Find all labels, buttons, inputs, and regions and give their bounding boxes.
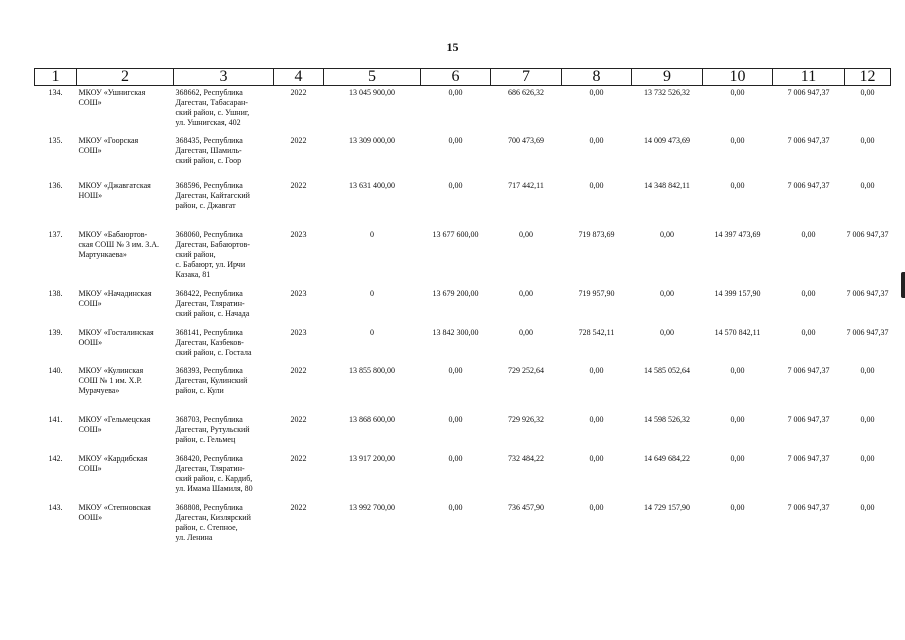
- amount-cell: 7 006 947,37: [787, 415, 830, 424]
- table-row: [35, 134, 891, 179]
- year-cell: 2022: [290, 181, 307, 190]
- column-header: 6: [421, 69, 491, 86]
- amount-cell: 0,00: [519, 328, 533, 337]
- amount-cell: 14 399 157,90: [714, 289, 761, 298]
- amount-cell: 13 868 600,00: [349, 415, 395, 424]
- school-name: МКОУ «Кардибская СОШ»: [78, 454, 148, 473]
- school-address: 368422, Республика Дагестан, Тляратин- ский район, с. Начада: [175, 289, 250, 318]
- school-address: 368703, Республика Дагестан, Рутульский район, с. Гельмец: [175, 415, 250, 444]
- amount-cell: 736 457,90: [508, 503, 544, 512]
- amount-cell: 13 677 600,00: [432, 230, 479, 239]
- column-header: 1: [35, 69, 77, 86]
- year-cell: 2023: [290, 289, 307, 298]
- row-number: 141.: [48, 415, 63, 424]
- row-number: 139.: [48, 328, 63, 337]
- school-address: 368420, Республика Дагестан, Тляратин- ский район, с. Кардиб, ул. Имама Шамиля, 80: [175, 454, 253, 493]
- row-number: 135.: [48, 136, 63, 145]
- school-address: 368435, Республика Дагестан, Шамиль- ский район, с. Гоор: [175, 136, 243, 165]
- amount-cell: 0,00: [589, 415, 604, 424]
- amount-cell: 0,00: [448, 136, 463, 145]
- amount-cell: 0,00: [860, 88, 875, 97]
- amount-cell: 700 473,69: [508, 136, 544, 145]
- school-name: МКОУ «Гельмецская СОШ»: [78, 415, 151, 434]
- amount-cell: 0,00: [730, 88, 745, 97]
- amount-cell: 0: [370, 230, 374, 239]
- school-address: 368662, Республика Дагестан, Табасаран- ский район, с. Ушниг, ул. Ушнигская, 402: [175, 88, 250, 127]
- page-number: 15: [446, 40, 459, 54]
- table-row: [35, 86, 891, 135]
- amount-cell: 729 252,64: [508, 366, 544, 375]
- amount-cell: 717 442,11: [508, 181, 544, 190]
- amount-cell: 0: [370, 289, 374, 298]
- row-number: 138.: [48, 289, 63, 298]
- amount-cell: 7 006 947,37: [787, 454, 830, 463]
- amount-cell: 0,00: [448, 181, 463, 190]
- data-table-wrap: [34, 68, 891, 551]
- amount-cell: 0,00: [860, 454, 875, 463]
- table-row: [35, 287, 891, 326]
- amount-cell: 0,00: [589, 88, 604, 97]
- amount-cell: 0,00: [519, 230, 533, 239]
- row-number: 140.: [48, 366, 63, 375]
- data-table: [34, 68, 891, 551]
- amount-cell: 7 006 947,37: [787, 503, 830, 512]
- year-cell: 2022: [290, 454, 307, 463]
- year-cell: 2022: [290, 366, 307, 375]
- year-cell: 2022: [290, 88, 307, 97]
- amount-cell: 7 006 947,37: [787, 136, 830, 145]
- amount-cell: 0,00: [448, 454, 463, 463]
- table-row: [35, 228, 891, 287]
- amount-cell: 729 926,32: [508, 415, 544, 424]
- row-number: 134.: [48, 88, 63, 97]
- amount-cell: 0,00: [730, 136, 745, 145]
- amount-cell: 0,00: [589, 366, 604, 375]
- column-header: 2: [77, 69, 174, 86]
- amount-cell: 13 842 300,00: [432, 328, 479, 337]
- amount-cell: 728 542,11: [578, 328, 615, 337]
- amount-cell: 732 484,22: [508, 454, 544, 463]
- amount-cell: 7 006 947,37: [846, 289, 889, 298]
- school-name: МКОУ «Ушнигская СОШ»: [78, 88, 146, 107]
- year-cell: 2022: [290, 136, 307, 145]
- amount-cell: 0,00: [730, 454, 745, 463]
- school-name: МКОУ «Кулинская СОШ № 1 им. Х.Р. Мурачуева»: [78, 366, 144, 395]
- amount-cell: 13 631 400,00: [349, 181, 395, 190]
- column-header: 10: [703, 69, 773, 86]
- column-header: 9: [632, 69, 703, 86]
- amount-cell: 0,00: [730, 415, 745, 424]
- column-header: 3: [174, 69, 274, 86]
- column-header: 12: [845, 69, 891, 86]
- year-cell: 2022: [290, 415, 307, 424]
- amount-cell: 13 679 200,00: [432, 289, 479, 298]
- amount-cell: 14 397 473,69: [714, 230, 761, 239]
- school-address: 368596, Республика Дагестан, Кайтагский район, с. Джавгат: [175, 181, 250, 210]
- table-row: [35, 364, 891, 413]
- amount-cell: 0,00: [589, 454, 604, 463]
- amount-cell: 0,00: [730, 503, 745, 512]
- amount-cell: 0,00: [448, 88, 463, 97]
- table-row: [35, 413, 891, 452]
- amount-cell: 0,00: [860, 136, 875, 145]
- amount-cell: 0,00: [860, 366, 875, 375]
- amount-cell: 0,00: [589, 136, 604, 145]
- amount-cell: 13 045 900,00: [349, 88, 395, 97]
- amount-cell: 0,00: [448, 503, 463, 512]
- column-header-row: [35, 69, 891, 86]
- amount-cell: 0,00: [730, 181, 745, 190]
- amount-cell: 7 006 947,37: [787, 181, 830, 190]
- year-cell: 2023: [290, 230, 307, 239]
- amount-cell: 13 855 800,00: [349, 366, 395, 375]
- school-address: 368060, Республика Дагестан, Бабаюртов- ский район, с. Бабаюрт, ул. Ирчи Казака, 81: [175, 230, 250, 279]
- school-name: МКОУ «Госталинская ООШ»: [78, 328, 154, 347]
- amount-cell: 719 873,69: [578, 230, 615, 239]
- amount-cell: 14 009 473,69: [644, 136, 690, 145]
- column-header: 4: [274, 69, 324, 86]
- table-row: [35, 326, 891, 364]
- amount-cell: 13 732 526,32: [644, 88, 690, 97]
- row-number: 143.: [48, 503, 63, 512]
- amount-cell: 0,00: [801, 289, 816, 298]
- amount-cell: 14 348 842,11: [644, 181, 690, 190]
- amount-cell: 13 309 000,00: [349, 136, 395, 145]
- amount-cell: 0,00: [519, 289, 533, 298]
- row-number: 136.: [48, 181, 63, 190]
- amount-cell: 0,00: [730, 366, 745, 375]
- school-address: 368141, Республика Дагестан, Казбеков- ский район, с. Гостала: [175, 328, 252, 357]
- school-name: МКОУ «Начадинская СОШ»: [78, 289, 152, 308]
- year-cell: 2023: [290, 328, 307, 337]
- amount-cell: 0,00: [801, 230, 816, 239]
- column-header: 5: [324, 69, 421, 86]
- amount-cell: 0,00: [801, 328, 816, 337]
- amount-cell: 0,00: [589, 503, 604, 512]
- amount-cell: 7 006 947,37: [787, 88, 830, 97]
- amount-cell: 7 006 947,37: [787, 366, 830, 375]
- amount-cell: 0,00: [660, 328, 674, 337]
- amount-cell: 14 585 052,64: [644, 366, 690, 375]
- amount-cell: 719 957,90: [578, 289, 615, 298]
- row-number: 137.: [48, 230, 63, 239]
- amount-cell: 0,00: [589, 181, 604, 190]
- school-name: МКОУ «Бабаюртов- ская СОШ № 3 им. З.А. Мартункаева»: [78, 230, 159, 259]
- amount-cell: 0,00: [860, 415, 875, 424]
- amount-cell: 14 570 842,11: [714, 328, 761, 337]
- column-header: 7: [491, 69, 562, 86]
- amount-cell: 13 917 200,00: [349, 454, 395, 463]
- scan-edge-mark: [901, 272, 905, 298]
- table-row: [35, 179, 891, 228]
- amount-cell: 14 729 157,90: [644, 503, 690, 512]
- table-row: [35, 501, 891, 551]
- column-header: 11: [773, 69, 845, 86]
- amount-cell: 14 598 526,32: [644, 415, 690, 424]
- amount-cell: 0,00: [448, 415, 463, 424]
- amount-cell: 0,00: [860, 181, 875, 190]
- school-address: 368808, Республика Дагестан, Кизлярский район, с. Степное, ул. Ленина: [175, 503, 251, 542]
- amount-cell: 0,00: [660, 230, 674, 239]
- column-header: 8: [562, 69, 632, 86]
- school-name: МКОУ «Джавгатская НОШ»: [78, 181, 151, 200]
- amount-cell: 13 992 700,00: [349, 503, 395, 512]
- table-row: [35, 452, 891, 501]
- amount-cell: 0,00: [448, 366, 463, 375]
- amount-cell: 14 649 684,22: [644, 454, 690, 463]
- amount-cell: 7 006 947,37: [846, 328, 889, 337]
- amount-cell: 0: [370, 328, 374, 337]
- amount-cell: 7 006 947,37: [846, 230, 889, 239]
- school-address: 368393, Республика Дагестан, Кулинский район, с. Кули: [175, 366, 248, 395]
- year-cell: 2022: [290, 503, 307, 512]
- amount-cell: 0,00: [660, 289, 674, 298]
- school-name: МКОУ «Степновская ООШ»: [78, 503, 151, 522]
- amount-cell: 686 626,32: [508, 88, 544, 97]
- row-number: 142.: [48, 454, 63, 463]
- school-name: МКОУ «Гоорская СОШ»: [78, 136, 139, 155]
- amount-cell: 0,00: [860, 503, 875, 512]
